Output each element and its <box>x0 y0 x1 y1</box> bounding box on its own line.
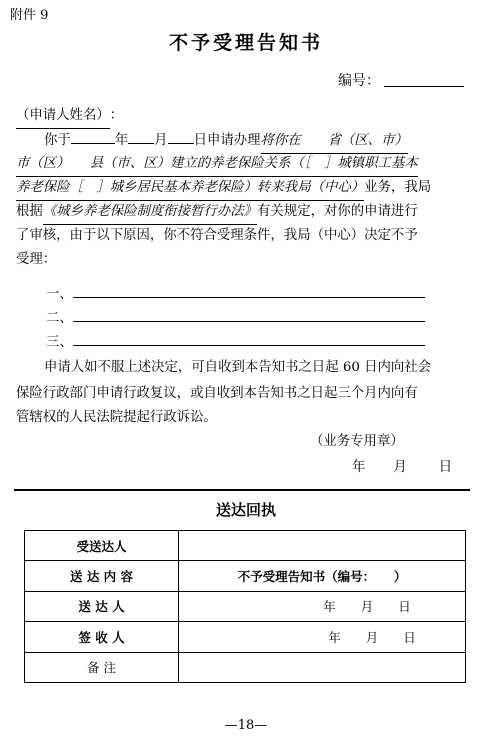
number-blank-line <box>384 86 464 87</box>
delivery-content-label: 送 达 内 容 <box>25 561 179 591</box>
date-day: 日 <box>438 460 453 475</box>
text-according: 根据 <box>16 204 43 219</box>
reason-item-1 <box>46 282 425 307</box>
reason-blank-2 <box>73 306 425 322</box>
receipt-table <box>24 530 466 683</box>
number-label: 编号： <box>338 73 380 89</box>
section-divider <box>14 489 470 491</box>
text-year: 年 <box>114 133 129 148</box>
deliverer-date: 年 月 日 <box>179 591 466 621</box>
body-text-4: 有关规定，对你的申请进行 <box>257 204 418 219</box>
body-line-2 <box>16 152 418 177</box>
reason-blank-3 <box>73 330 425 346</box>
addressee-line <box>16 104 123 129</box>
body-underlined-3: 养老保险［ ］城乡居民基本养老保险）转来我局（中心） <box>16 176 364 201</box>
receipt-title: 送达回执 <box>215 501 276 519</box>
body-line-4 <box>16 200 418 225</box>
addressee-colon: ： <box>109 108 124 123</box>
remarks-value <box>179 652 466 682</box>
delivery-content-value: 不予受理告知书（编号： ） <box>179 561 466 591</box>
body-line-1 <box>44 128 408 154</box>
table-row <box>25 531 466 561</box>
body-text-3: 业务，我局 <box>364 180 432 195</box>
regulation-name: 《城乡养老保险制度衔接暂行办法》 <box>43 200 257 225</box>
reason-number-1: 一、 <box>46 287 73 302</box>
remarks-label: 备 注 <box>25 652 179 682</box>
deliverer-label: 送 达 人 <box>25 591 179 621</box>
date-month: 月 <box>393 460 407 475</box>
reason-item-3 <box>46 330 425 355</box>
text-you-on: 你于 <box>44 133 71 148</box>
official-seal-text: （业务专用章） <box>310 434 404 449</box>
table-row <box>25 622 466 652</box>
day-blank <box>168 128 194 144</box>
table-row <box>25 561 466 591</box>
appeal-line-2: 保险行政部门申请行政复议，或自收到本告知书之日起三个月内向有 <box>16 386 418 401</box>
body-line-3 <box>16 176 431 201</box>
recipient-value <box>179 531 466 561</box>
page-number: —18— <box>224 718 268 733</box>
month-blank <box>128 128 154 144</box>
text-day-apply: 日申请办理 <box>193 133 261 148</box>
appeal-line-3: 管辖权的人民法院提起行政诉讼。 <box>16 410 217 425</box>
reason-item-2 <box>46 306 425 331</box>
attachment-label: 附件 9 <box>10 8 49 23</box>
applicant-name-field: （申请人姓名） <box>16 104 110 129</box>
year-blank <box>71 128 115 144</box>
table-row <box>25 591 466 621</box>
page-title: 不予受理告知书 <box>168 32 323 54</box>
text-month: 月 <box>154 133 168 148</box>
signer-label: 签 收 人 <box>25 622 179 652</box>
date-year: 年 <box>352 460 366 475</box>
reason-number-3: 三、 <box>46 335 73 350</box>
reason-blank-1 <box>73 282 425 298</box>
body-line-6: 受理： <box>16 252 57 267</box>
body-underlined-1: 将你在 省（区、市） <box>261 129 408 154</box>
table-row <box>25 652 466 682</box>
issue-date <box>352 456 452 480</box>
body-underlined-2: 市（区） 县（市、区）建立的养老保险关系（［ ］城镇职工基本 <box>16 152 418 177</box>
appeal-line-1: 申请人如不服上述决定，可自收到本告知书之日起 60 日内向社会 <box>44 360 432 375</box>
signer-date: 年 月 日 <box>179 622 466 652</box>
body-line-5: 了审核，由于以下原因，你不符合受理条件，我局（中心）决定不予 <box>16 228 418 243</box>
recipient-label: 受送达人 <box>25 531 179 561</box>
reason-number-2: 二、 <box>46 311 73 326</box>
